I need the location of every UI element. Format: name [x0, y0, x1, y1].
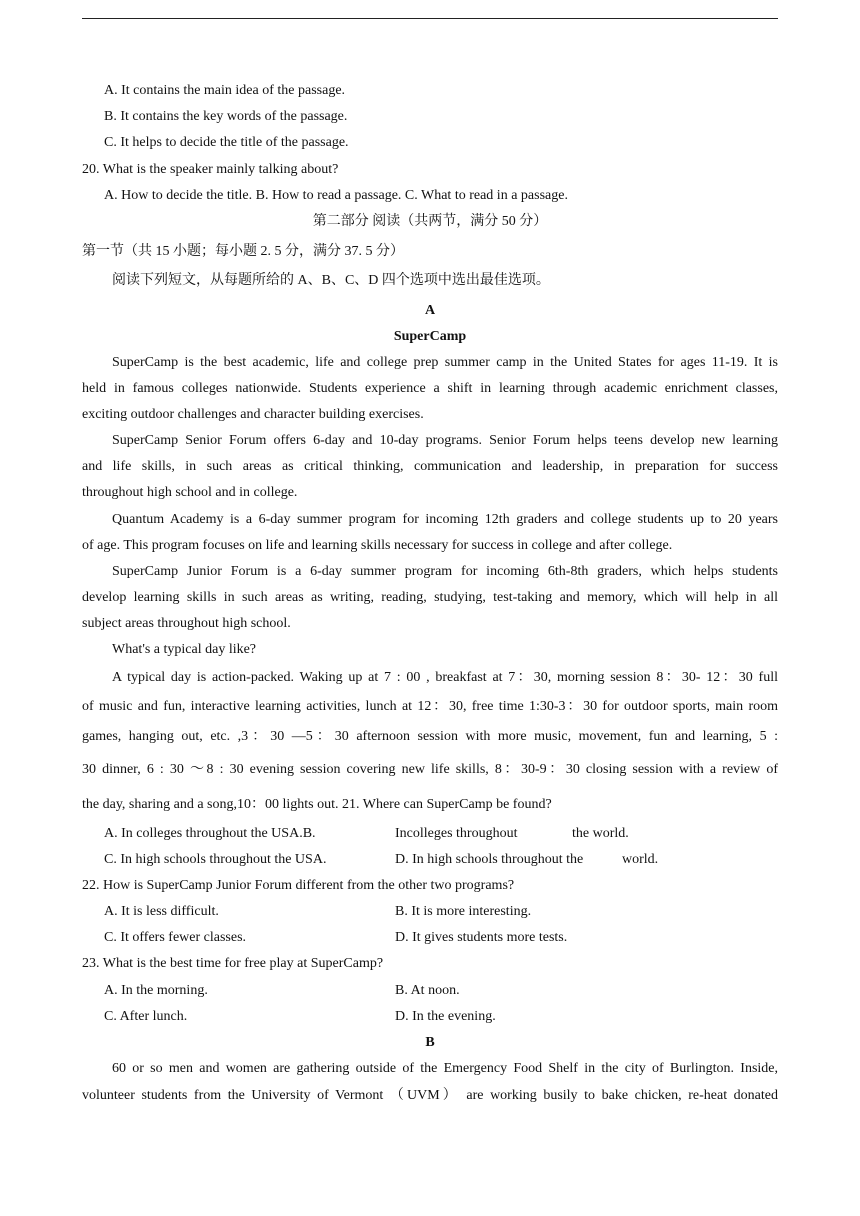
passage-b-p1-line1: 60 or so men and women are gathering outside of the Emergency Food Shelf in the city of Burlington. Inside, [112, 1061, 778, 1076]
passage-a-title: SuperCamp [393, 329, 467, 344]
q21-option-c: C. In high schools throughout the USA. [104, 852, 327, 867]
q23-option-d: D. In the evening. [395, 1009, 496, 1024]
instruction: 阅读下列短文，从每题所给的 A、B、C、D 四个选项中选出最佳选项。 [112, 273, 550, 288]
part2-title: 第二部分 阅读（共两节，满分 50 分） [312, 214, 548, 229]
passage-a-p3-line1: Quantum Academy is a 6-day summer program for incoming 12th graders and college students up to 20 years [112, 512, 778, 527]
q22-option-a: A. It is less difficult. [104, 904, 219, 919]
q22-option-d: D. It gives students more tests. [395, 930, 568, 945]
passage-a-p6-line1: A typical day is action-packed. Waking up at 7 : 00 , breakfast at 7：30, morning session 8：30- 12：30 full [112, 670, 778, 685]
q20-options: A. How to decide the title. B. How to read a passage. C. What to read in a passage. [104, 188, 568, 203]
q22-stem: 22. How is SuperCamp Junior Forum different from the other two programs? [82, 878, 515, 893]
passage-a-p3-line2: of age. This program focuses on life and learning skills necessary for success in college and after college. [82, 538, 673, 553]
q21-option-b-part2: the world. [572, 826, 629, 841]
passage-b-p1-line2: volunteer students from the University of Vermont （UVM） are working busily to bake chicken, re-heat donated [82, 1088, 778, 1103]
passage-a-p4-line3: subject areas throughout high school. [82, 616, 291, 631]
q23-option-a: A. In the morning. [104, 983, 208, 998]
passage-a-p6-line2: of music and fun, interactive learning activities, lunch at 12：30, free time 1:30-3：30 for outdoor sports, main room [82, 699, 778, 714]
passage-a-p4-line2: develop learning skills in such areas as writing, reading, studying, test-taking and memory, which will help in all [82, 590, 778, 605]
passage-a-p6-line5: the day, sharing and a song,10：00 lights out. 21. Where can SuperCamp be found? [82, 797, 552, 812]
passage-a-p6-line4: 30 dinner, 6 : 30 〜8 : 30 evening session covering new life skills, 8：30-9：30 closing session with a review of [82, 762, 778, 777]
passage-a-p6-line3: games, hanging out, etc. ,3：30 —5：30 afternoon session with more music, movement, fun and learning, 5 : [82, 729, 778, 744]
q23-option-c: C. After lunch. [104, 1009, 188, 1024]
passage-a-p4-line1: SuperCamp Junior Forum is a 6-day summer program for incoming 6th-8th graders, which helps students [112, 564, 778, 579]
section1-title: 第一节（共 15 小题；每小题 2. 5 分，满分 37. 5 分） [82, 244, 404, 259]
q22-option-b: B. It is more interesting. [395, 904, 532, 919]
q20-stem: 20. What is the speaker mainly talking about? [82, 162, 339, 177]
passage-a-p1-line1: SuperCamp is the best academic, life and college prep summer camp in the United States for ages 11-19. It is [112, 355, 778, 370]
q21-option-d-part1: D. In high schools throughout the [395, 852, 584, 867]
q21-option-d-part2: world. [622, 852, 659, 867]
header-rule [82, 18, 778, 19]
passage-a-p1-line2: held in famous colleges nationwide. Students experience a shift in learning through academic enrichment classes, [82, 381, 778, 396]
q23-option-b: B. At noon. [395, 983, 460, 998]
q21-option-b-part1: Incolleges throughout [395, 826, 518, 841]
q19-option-a: A. It contains the main idea of the passage. [104, 83, 346, 98]
q19-option-b: B. It contains the key words of the passage. [104, 109, 348, 124]
q21-option-a: A. In colleges throughout the USA.B. [104, 826, 316, 841]
passage-a-p2-line1: SuperCamp Senior Forum offers 6-day and 10-day programs. Senior Forum helps teens develop new learning [112, 433, 778, 448]
passage-a-p1-line3: exciting outdoor challenges and character building exercises. [82, 407, 424, 422]
q23-stem: 23. What is the best time for free play at SuperCamp? [82, 956, 384, 971]
passage-a-letter: A [424, 303, 436, 318]
q22-option-c: C. It offers fewer classes. [104, 930, 247, 945]
passage-b-letter: B [425, 1035, 435, 1050]
passage-a-p2-line2: and life skills, in such areas as critical thinking, communication and leadership, in preparation for success [82, 459, 778, 474]
q19-option-c: C. It helps to decide the title of the passage. [104, 135, 349, 150]
passage-a-p2-line3: throughout high school and in college. [82, 485, 298, 500]
passage-a-p5: What's a typical day like? [112, 642, 257, 657]
